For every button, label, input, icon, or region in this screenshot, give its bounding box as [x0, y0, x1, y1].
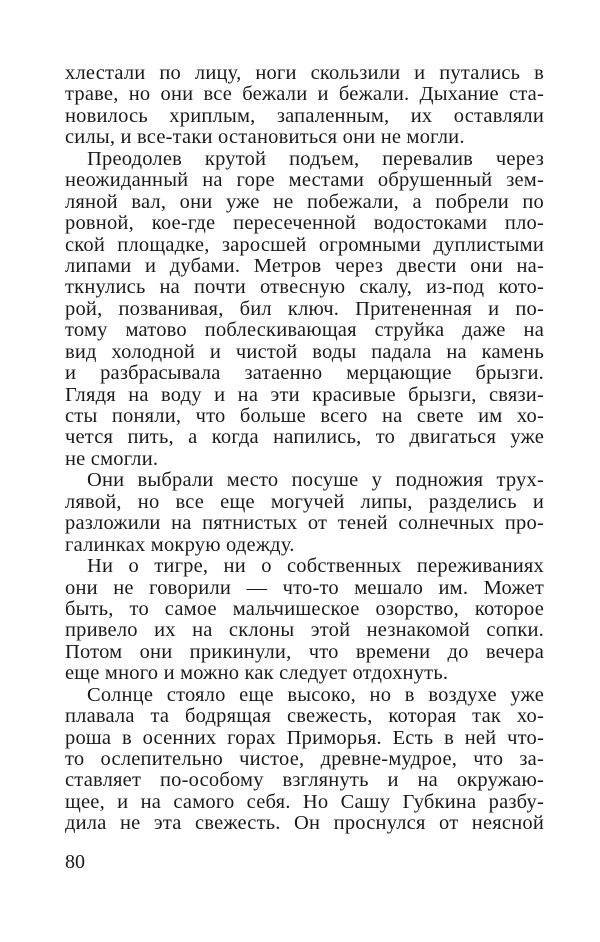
text-line: дила не эта свежесть. Он проснулся от неясной — [65, 812, 544, 835]
text-line: ровной, кое-где пересеченной водостоками пло- — [65, 212, 544, 235]
text-line: щее, и на самого себя. Но Сашу Губкина разбу- — [65, 790, 544, 813]
text-line: не смогли. — [65, 447, 159, 470]
text-line: они не говорили — что-то мешало им. Может — [65, 576, 544, 599]
text-line: силы, и все-таки остановиться они не могли. — [65, 126, 465, 149]
paragraph — [65, 556, 544, 685]
text-line: Они выбрали место посуше у подножия трух- — [87, 469, 544, 492]
text-line: неожиданный на горе местами обрушенный зем- — [65, 169, 544, 192]
text-line: Солнце стояло еще высоко, но в воздухе уже — [87, 683, 544, 706]
text-line: и разбрасывала затаенно мерцающие брызги. — [65, 362, 544, 385]
text-line: разложили на пятнистых от теней солнечных про- — [65, 512, 544, 535]
text-line: тому матово поблескивающая струйка даже на — [65, 319, 544, 342]
text-line: рой, позванивая, бил ключ. Притененная и по- — [65, 297, 544, 320]
text-line: липами и дубами. Метров через двести они на- — [65, 254, 544, 277]
text-line: еще много и можно как следует отдохнуть. — [65, 662, 449, 685]
text-line: вид холодной и чистой воды падала на камень — [65, 340, 544, 363]
body-text — [65, 63, 544, 835]
text-line: хлестали по лицу, ноги скользили и путались в — [65, 62, 544, 84]
paragraph — [65, 470, 544, 556]
text-line: сты поняли, что больше всего на свете им хо- — [65, 405, 544, 427]
text-line: роша в осенних горах Приморья. Есть в ней что- — [65, 726, 544, 749]
text-line: ставляет по-особому взглянуть и на окружаю- — [65, 769, 544, 792]
text-line: ской площадке, заросшей огромными дуплистыми — [65, 233, 544, 256]
text-line: новилось хриплым, запаленным, их оставляли — [65, 104, 544, 127]
text-line: чется пить, а когда напились, то двигаться уже — [65, 426, 544, 449]
text-line: ткнулись на почти отвесную скалу, из-под кото- — [65, 276, 544, 299]
text-line: плавала та бодрящая свежесть, которая так хо- — [65, 705, 544, 728]
text-line: Преодолев крутой подъем, перевалив через — [87, 147, 544, 170]
page-number: 80 — [65, 851, 85, 873]
text-line: то ослепительно чистое, древне-мудрое, что за- — [65, 748, 544, 770]
text-line: Потом они прикинули, что времени до вечера — [65, 640, 544, 663]
text-line: ляной вал, они уже не побежали, а побрели по — [65, 190, 544, 213]
text-line: траве, но они все бежали и бежали. Дыхание ста- — [65, 83, 544, 106]
paragraph — [65, 149, 544, 471]
text-line: галинках мокрую одежду. — [65, 533, 295, 556]
text-line: Ни о тигре, ни о собственных переживаниях — [87, 555, 544, 578]
paragraph — [65, 685, 544, 835]
text-line: привело их на склоны этой незнакомой сопки. — [65, 619, 544, 642]
paragraph — [65, 63, 544, 149]
text-line: быть, то самое мальчишеское озорство, которое — [65, 597, 544, 620]
text-line: Глядя на воду и на эти красивые брызги, связи- — [65, 383, 544, 406]
text-line: лявой, но все еще могучей липы, разделись и — [65, 490, 544, 513]
